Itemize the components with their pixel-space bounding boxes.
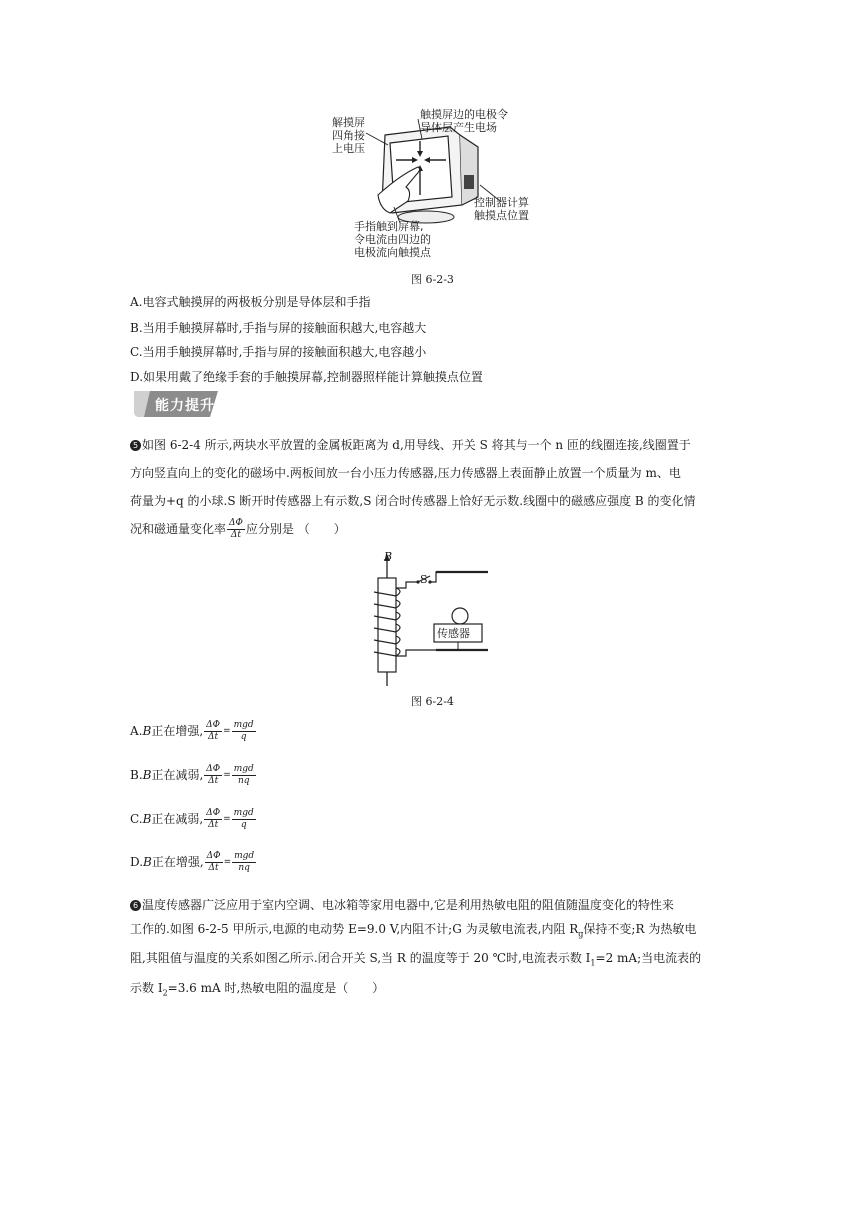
q5-option-b <box>130 764 257 787</box>
fraction-numerator: ΔΦ <box>206 851 221 861</box>
q6-stem <box>130 893 730 1005</box>
q6-text-2b: 保持不变;R 为热敏电 <box>583 922 697 936</box>
fraction-denominator: q <box>240 732 247 742</box>
option-text: 正在增强, <box>151 855 204 869</box>
option-text: 正在增强, <box>151 724 204 738</box>
q5-line-4 <box>130 517 730 541</box>
q5-text-1: 如图 6-2-4 所示,两块水平放置的金属板距离为 d,用导线、开关 S 将其与一个 n 匝的线圈连接,线圈置于 <box>142 438 691 452</box>
option-variable: B <box>143 855 152 869</box>
option-prefix: A. <box>130 724 143 738</box>
q5-text-4b: 应分别是 （ ） <box>245 522 346 536</box>
label-left-line: 四角接 <box>332 129 365 142</box>
option-rate-fraction <box>204 764 222 787</box>
q6-text-4a: 示数 I <box>130 980 163 995</box>
q5-line-3: 荷量为+q 的小球.S 断开时传感器上有示数,S 闭合时传感器上恰好无示数.线圈中的磁感应强度 B 的变化情 <box>130 494 696 508</box>
equals-sign: = <box>223 770 231 781</box>
sensor-label: 传感器 <box>437 627 470 640</box>
option-rate-fraction <box>204 720 222 743</box>
question-number: 5 <box>130 440 141 451</box>
option-rate-fraction <box>205 851 223 874</box>
fraction-numerator: ΔΦ <box>206 808 221 818</box>
label-right <box>474 196 529 222</box>
q6-line-1 <box>130 893 730 917</box>
option-value-fraction <box>232 808 256 831</box>
coil-circuit-diagram <box>360 548 500 688</box>
option-text: 正在减弱, <box>151 812 204 826</box>
figure-caption: 图 6-2-3 <box>411 273 454 286</box>
label-right-line: 触摸点位置 <box>474 209 529 222</box>
label-right-line: 控制器计算 <box>474 196 529 209</box>
label-bottom <box>354 220 431 259</box>
q6-line-4 <box>130 976 730 1005</box>
option-prefix: D. <box>130 855 144 869</box>
option-d: D.如果用戴了绝缘手套的手触摸屏幕,控制器照样能计算触摸点位置 <box>130 370 483 384</box>
question-number: 6 <box>130 900 141 911</box>
equals-sign: = <box>223 857 232 868</box>
fraction-denominator: Δt <box>208 820 219 830</box>
q5-option-a <box>130 720 257 743</box>
badge-label: 能力提升 <box>155 398 215 414</box>
figure-caption: 图 6-2-4 <box>411 695 454 708</box>
q6-text-4b: =3.6 mA 时,热敏电阻的温度是（ ） <box>167 980 385 995</box>
option-a: A.电容式触摸屏的两极板分别是导体层和手指 <box>130 295 371 309</box>
fraction-denominator: Δt <box>208 776 219 786</box>
q5-stem <box>130 433 730 541</box>
label-top <box>420 108 508 134</box>
subscript: g <box>578 929 584 939</box>
label-bottom-line: 令电流由四边的 <box>354 233 431 246</box>
label-left <box>332 116 365 155</box>
label-left-line: 解摸屏 <box>332 116 365 129</box>
equals-sign: = <box>223 814 231 825</box>
q5-option-c <box>130 808 257 831</box>
fraction-numerator: mgd <box>233 764 254 774</box>
fraction-denominator: nq <box>237 776 250 786</box>
q6-text-3b: =2 mA;当电流表的 <box>595 951 702 966</box>
figure-coil-circuit <box>360 548 500 688</box>
q6-line-3 <box>130 946 730 975</box>
q5-line-1 <box>130 433 730 457</box>
s-label: S <box>420 573 428 586</box>
label-bottom-line: 电极流向触摸点 <box>354 246 431 259</box>
fraction-numerator: ΔΦ <box>206 764 221 774</box>
fraction-numerator: ΔΦ <box>229 518 243 528</box>
option-value-fraction <box>232 720 256 743</box>
fraction-numerator: mgd <box>233 720 254 730</box>
subscript: 2 <box>162 988 168 998</box>
flux-rate-fraction <box>227 518 245 541</box>
section-badge <box>130 389 222 419</box>
label-left-line: 上电压 <box>332 142 365 155</box>
option-variable: B <box>142 724 152 738</box>
fraction-numerator: mgd <box>233 808 254 818</box>
fraction-denominator: Δt <box>208 863 219 873</box>
q6-text-2a: 工作的.如图 6-2-5 甲所示,电源的电动势 E=9.0 V,内阻不计;G 为灵敏电流表,内阻 R <box>130 922 579 936</box>
label-top-line: 导体层产生电场 <box>420 121 497 134</box>
option-variable: B <box>142 768 152 782</box>
option-c: C.当用手触摸屏幕时,手指与屏的接触面积越大,电容越小 <box>130 345 427 359</box>
b-label: B <box>384 550 393 563</box>
fraction-denominator: q <box>240 820 247 830</box>
label-bottom-line: 手指触到屏幕, <box>354 220 424 233</box>
fraction-numerator: ΔΦ <box>206 720 221 730</box>
option-prefix: C. <box>130 812 143 826</box>
q6-text-3a: 阻,其阻值与温度的关系如图乙所示.闭合开关 S,当 R 的温度等于 20 ℃时,电流表示数 I <box>130 951 591 966</box>
q5-option-d <box>130 851 257 874</box>
option-b: B.当用手触摸屏幕时,手指与屏的接触面积越大,电容越大 <box>130 321 427 335</box>
option-rate-fraction <box>204 808 222 831</box>
fraction-denominator: Δt <box>230 530 242 540</box>
option-value-fraction <box>232 851 256 874</box>
q6-line-2 <box>130 917 730 946</box>
q5-text-4a: 况和磁通量变化率 <box>130 522 227 536</box>
q6-text-1: 温度传感器广泛应用于室内空调、电冰箱等家用电器中,它是利用热敏电阻的阻值随温度变化的特性来 <box>142 898 674 912</box>
label-top-line: 触摸屏边的电极令 <box>420 108 508 121</box>
fraction-denominator: nq <box>238 863 250 873</box>
fraction-numerator: mgd <box>234 851 255 861</box>
fraction-denominator: Δt <box>208 732 219 742</box>
option-prefix: B. <box>130 768 143 782</box>
option-text: 正在减弱, <box>151 768 204 782</box>
option-variable: B <box>142 812 152 826</box>
subscript: 1 <box>590 958 596 968</box>
q5-line-2: 方向竖直向上的变化的磁场中.两板间放一台小压力传感器,压力传感器上表面静止放置一个质量为 m、电 <box>130 466 681 480</box>
equals-sign: = <box>223 726 231 737</box>
option-value-fraction <box>232 764 256 787</box>
